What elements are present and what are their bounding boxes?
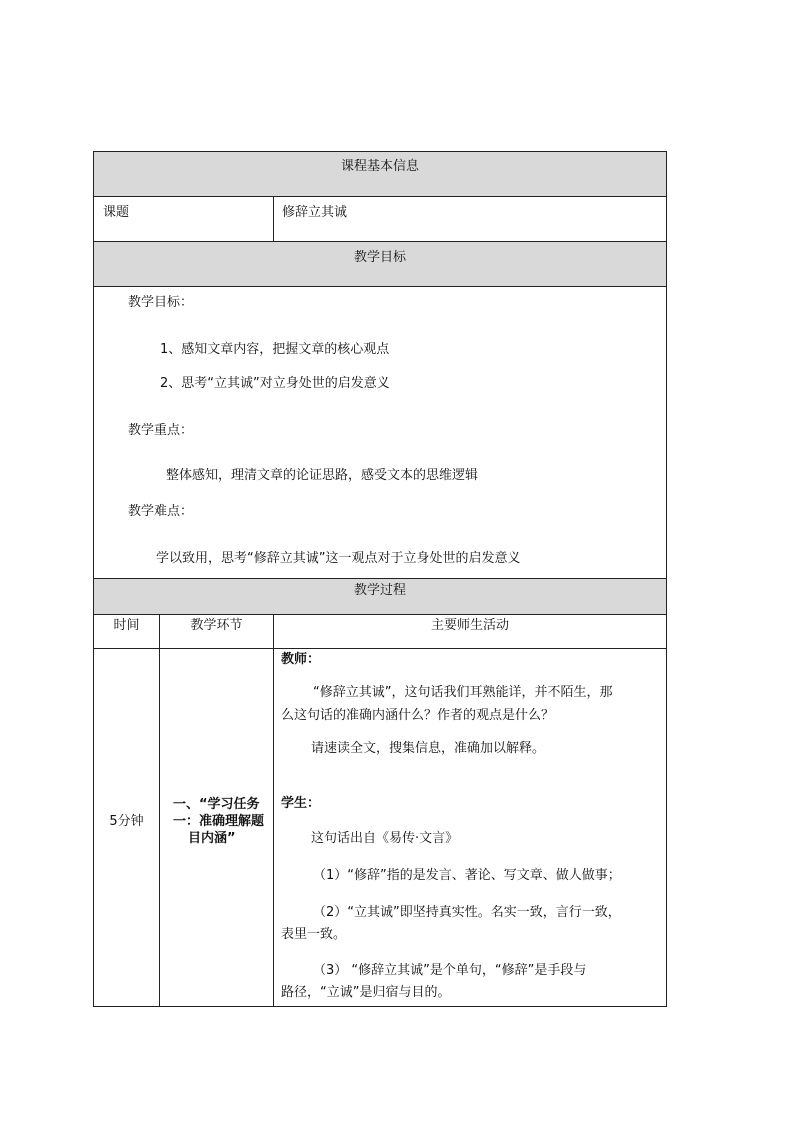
- teacher-label: 教师：: [281, 652, 321, 667]
- process-step-line: 一：准确理解题: [173, 814, 265, 829]
- section-title-basic-info: 课程基本信息: [340, 159, 419, 174]
- difficulty-label: 教学难点：: [128, 504, 194, 519]
- process-step-line: 一、“学习任务: [173, 797, 260, 812]
- student-list-item: （2）“立其诚”即坚持真实性。名实一致，言行一致，: [313, 905, 621, 920]
- student-list-item: （1）“修辞”指的是发言、著论、写文章、做人做事；: [313, 868, 621, 883]
- topic-label: 课题: [103, 205, 130, 220]
- teacher-paragraph: 请速读全文，搜集信息，准确加以解释。: [311, 741, 546, 756]
- teacher-paragraph: “修辞立其诚”，这句话我们耳熟能详，并不陌生，那: [313, 685, 613, 700]
- key-points-text: 整体感知，理清文章的论证思路，感受文本的思维逻辑: [166, 468, 479, 483]
- key-points-label: 教学重点：: [128, 423, 194, 438]
- column-header-step: 教学环节: [190, 618, 243, 633]
- student-paragraph: 这句话出自《易传·文言》: [311, 831, 459, 846]
- student-list-item: （3） “修辞立其诚”是个单句，“修辞”是手段与: [313, 963, 587, 978]
- column-header-activity: 主要师生活动: [430, 618, 509, 633]
- student-list-item: 表里一致。: [281, 927, 347, 942]
- section-title-objectives: 教学目标: [353, 250, 406, 265]
- row-divider: [93, 578, 667, 579]
- student-list-item: 路径，“立诚”是归宿与目的。: [281, 985, 451, 1000]
- column-divider: [159, 614, 160, 1007]
- row-divider: [93, 241, 667, 242]
- row-divider: [93, 614, 667, 615]
- process-time: 5分钟: [109, 814, 144, 829]
- goals-label: 教学目标：: [128, 295, 194, 310]
- row-divider: [93, 196, 667, 197]
- column-divider: [273, 196, 274, 241]
- difficulty-text: 学以致用，思考“修辞立其诚”这一观点对于立身处世的启发意义: [156, 551, 521, 566]
- row-divider: [93, 648, 667, 649]
- teacher-paragraph: 么这句话的准确内涵什么？作者的观点是什么？: [281, 708, 555, 723]
- goal-item: 1、感知文章内容，把握文章的核心观点: [160, 342, 390, 357]
- column-header-time: 时间: [113, 618, 140, 633]
- section-title-process: 教学过程: [353, 583, 406, 598]
- student-label: 学生：: [281, 796, 321, 811]
- topic-value: 修辞立其诚: [282, 205, 348, 220]
- column-divider: [273, 614, 274, 1007]
- process-step-line: 目内涵”: [188, 831, 236, 846]
- row-divider: [93, 286, 667, 287]
- goal-item: 2、思考“立其诚”对立身处世的启发意义: [160, 376, 390, 391]
